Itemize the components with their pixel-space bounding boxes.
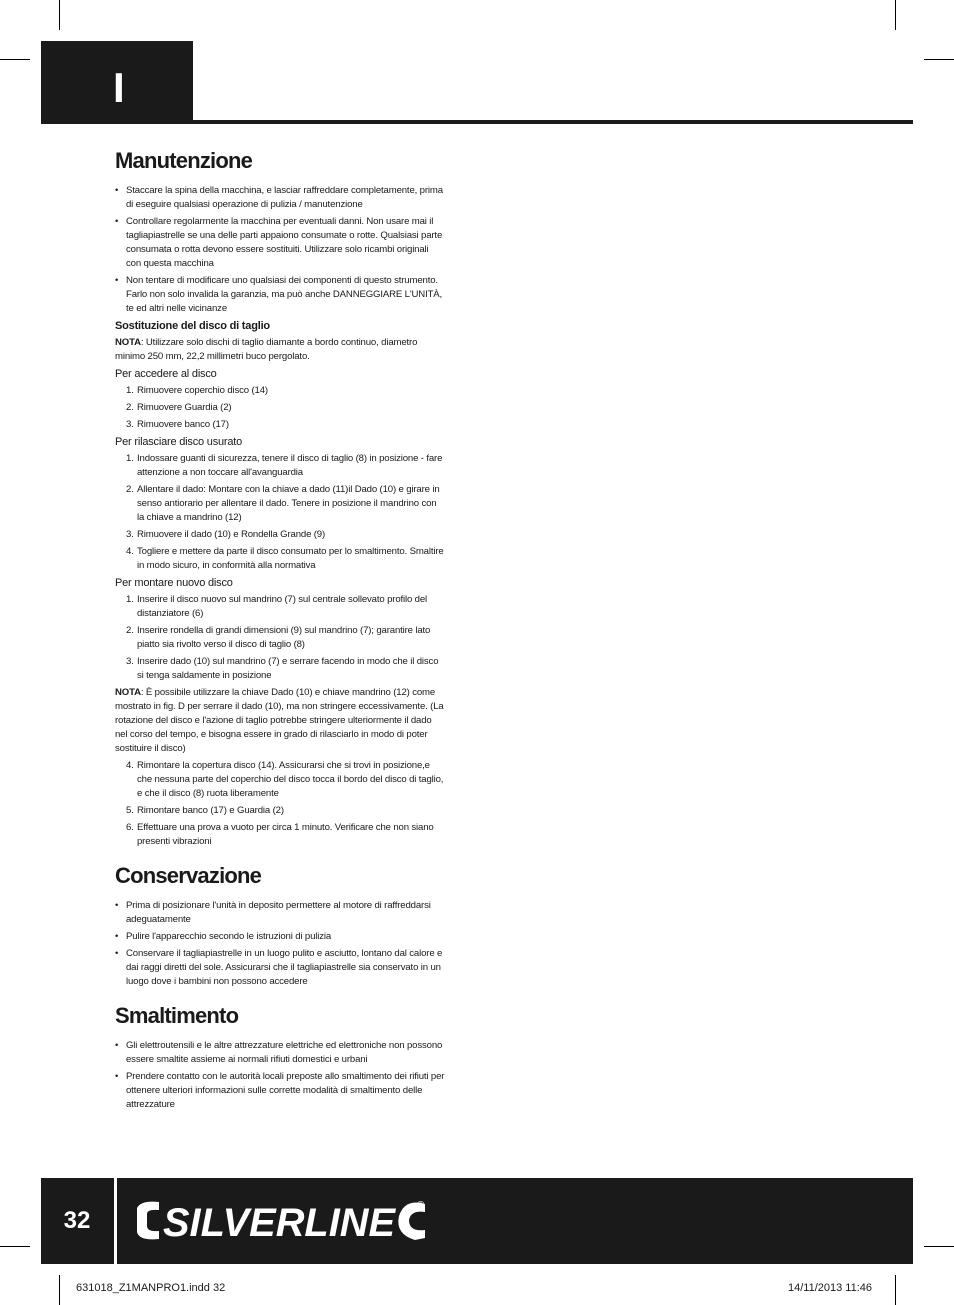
step-text: Inserire rondella di grandi dimensioni (9) sul mandrino (7); garantire lato piatto sia rivolto verso il disco di taglio (8) — [137, 625, 431, 650]
crop-mark — [59, 0, 60, 30]
timestamp: 14/11/2013 11:46 — [788, 1282, 873, 1294]
step-number: 4. — [126, 760, 134, 771]
step-text: Indossare guanti di sicurezza, tenere il disco di taglio (8) in posizione - fare attenzione a non toccare all'avanguardia — [137, 453, 443, 478]
release-disc-heading: Per rilasciare disco usurato — [115, 436, 243, 448]
note-label: NOTA — [115, 687, 141, 698]
access-disc-heading: Per accedere al disco — [115, 368, 217, 380]
disposal-bullets — [115, 1039, 445, 1112]
list-item — [115, 624, 445, 652]
main-content — [115, 148, 445, 1115]
list-item: • Prima di posizionare l'unità in deposito permettere al motore di raffreddarsi adeguatamente — [115, 899, 445, 927]
step-text: Allentare il dado: Montare con la chiave a dado (11)il Dado (10) e girare in senso antiorario per allentare il dado. Tenere in posizione il mandrino con la chiave a mandrino (12) — [137, 484, 440, 523]
step-number: 1. — [126, 453, 134, 464]
page-number: 32 — [63, 1207, 91, 1234]
list-item — [115, 452, 445, 480]
section-title-storage: Conservazione — [115, 863, 262, 888]
step-number: 5. — [126, 805, 134, 816]
list-item: • Pulire l'apparecchio secondo le istruzioni di pulizia — [115, 930, 445, 944]
step-number: 4. — [126, 546, 134, 557]
disc-replacement-heading: Sostituzione del disco di taglio — [115, 320, 270, 332]
crop-mark — [924, 1246, 954, 1247]
step-number: 3. — [126, 656, 134, 667]
step-text: Rimuovere il dado (10) e Rondella Grande (9) — [137, 529, 326, 540]
crop-mark — [0, 1246, 30, 1247]
language-code: I — [113, 64, 125, 111]
list-item — [115, 593, 445, 621]
list-item: • Non tentare di modificare uno qualsiasi dei componenti di questo strumento. Farlo non solo invalida la garanzia, ma può anche DANNEGGIARE L'UNITÀ, te ed altri nelle vicinanze — [115, 274, 445, 316]
logo-left-spanner — [137, 1202, 159, 1240]
step-number: 2. — [126, 484, 134, 495]
crop-mark — [895, 1275, 896, 1305]
note-text: : È possibile utilizzare la chiave Dado (10) e chiave mandrino (12) come mostrato in fig. D per serrare il dado (10), ma non stringere eccessivamente. (La rotazione del disco e l'azione di taglio potrebbe stringere ulteriormente il dado nel corso del tempo, e bisogna essere in grado di rilasciarlo in modo di poter sostituire il disco) — [115, 687, 444, 754]
step-number: 3. — [126, 529, 134, 540]
registered-mark: ® — [417, 1200, 425, 1211]
list-item — [115, 804, 445, 818]
fit-steps-continued — [115, 759, 445, 849]
step-number: 2. — [126, 625, 134, 636]
step-text: Rimuovere Guardia (2) — [137, 402, 232, 413]
step-text: Effettuare una prova a vuoto per circa 1 minuto. Verificare che non siano presenti vibrazioni — [137, 822, 434, 847]
list-item: • Conservare il tagliapiastrelle in un luogo pulito e asciutto, lontano dal calore e dai raggi diretti del sole. Assicurarsi che il tagliapiastrelle sia conservato in un luogo dove i bambini non possono accedere — [115, 947, 445, 989]
release-steps — [115, 452, 445, 573]
language-tab — [41, 41, 193, 123]
step-text: Rimuovere banco (17) — [137, 419, 229, 430]
section-title-disposal: Smaltimento — [115, 1003, 239, 1028]
step-text: Inserire dado (10) sul mandrino (7) e serrare facendo in modo che il disco si tenga saldamente in posizione — [137, 656, 439, 681]
fit-steps — [115, 593, 445, 683]
step-text: Rimontare banco (17) e Guardia (2) — [137, 805, 284, 816]
list-item — [115, 384, 445, 398]
list-item — [115, 821, 445, 849]
list-item — [115, 545, 445, 573]
step-text: Togliere e mettere da parte il disco consumato per lo smaltimento. Smaltire in modo sicuro, in conformità alla normativa — [137, 546, 444, 571]
step-number: 1. — [126, 385, 134, 396]
header-rule — [41, 120, 913, 124]
list-item — [115, 759, 445, 801]
list-item — [115, 401, 445, 415]
access-steps — [115, 384, 445, 432]
step-number: 1. — [126, 594, 134, 605]
list-item — [115, 528, 445, 542]
section-title-maintenance: Manutenzione — [115, 148, 253, 173]
crop-mark — [924, 59, 954, 60]
fit-disc-heading: Per montare nuovo disco — [115, 577, 233, 589]
list-item: • Controllare regolarmente la macchina per eventuali danni. Non usare mai il tagliapiastrelle se una delle parti appaiono consumate o rotte. Qualsiasi parte consumata o rotta devono essere sostituiti. Utilizzare solo ricambi originali con questa macchina — [115, 215, 445, 271]
note-1 — [115, 336, 445, 364]
silverline-logo — [133, 1190, 433, 1252]
note-2 — [115, 686, 445, 756]
step-text: Inserire il disco nuovo sul mandrino (7) sul centrale sollevato profilo del distanziatore (6) — [137, 594, 428, 619]
note-label: NOTA — [115, 337, 141, 348]
note-text: : Utilizzare solo dischi di taglio diamante a bordo continuo, diametro minimo 250 mm, 22,2 millimetri buco pergolato. — [115, 337, 418, 362]
crop-mark — [0, 59, 30, 60]
list-item: • Staccare la spina della macchina, e lasciar raffreddare completamente, prima di eseguire qualsiasi operazione di pulizia / manutenzione — [115, 184, 445, 212]
list-item: • Gli elettroutensili e le altre attrezzature elettriche ed elettroniche non possono essere smaltite assieme ai normali rifiuti domestici e urbani — [115, 1039, 445, 1067]
file-info: 631018_Z1MANPRO1.indd 32 — [76, 1282, 226, 1294]
crop-mark — [895, 0, 896, 30]
list-item — [115, 655, 445, 683]
logo-wordmark: SILVERLINE — [163, 1201, 397, 1245]
step-number: 6. — [126, 822, 134, 833]
crop-mark — [59, 1275, 60, 1305]
step-number: 2. — [126, 402, 134, 413]
footer-bar — [41, 1178, 913, 1264]
footer-divider — [114, 1178, 117, 1264]
step-number: 3. — [126, 419, 134, 430]
step-text: Rimontare la copertura disco (14). Assicurarsi che si trovi in posizione,e che nessuna parte del coperchio del disco tocca il bordo del disco di taglio, e che il disco (8) ruota liberamente — [137, 760, 444, 799]
storage-bullets — [115, 899, 445, 989]
maintenance-bullets — [115, 184, 445, 316]
step-text: Rimuovere coperchio disco (14) — [137, 385, 268, 396]
list-item — [115, 418, 445, 432]
list-item: • Prendere contatto con le autorità locali preposte allo smaltimento dei rifiuti per ottenere ulteriori informazioni sulle corrette modalità di smaltimento delle attrezzature — [115, 1070, 445, 1112]
list-item — [115, 483, 445, 525]
